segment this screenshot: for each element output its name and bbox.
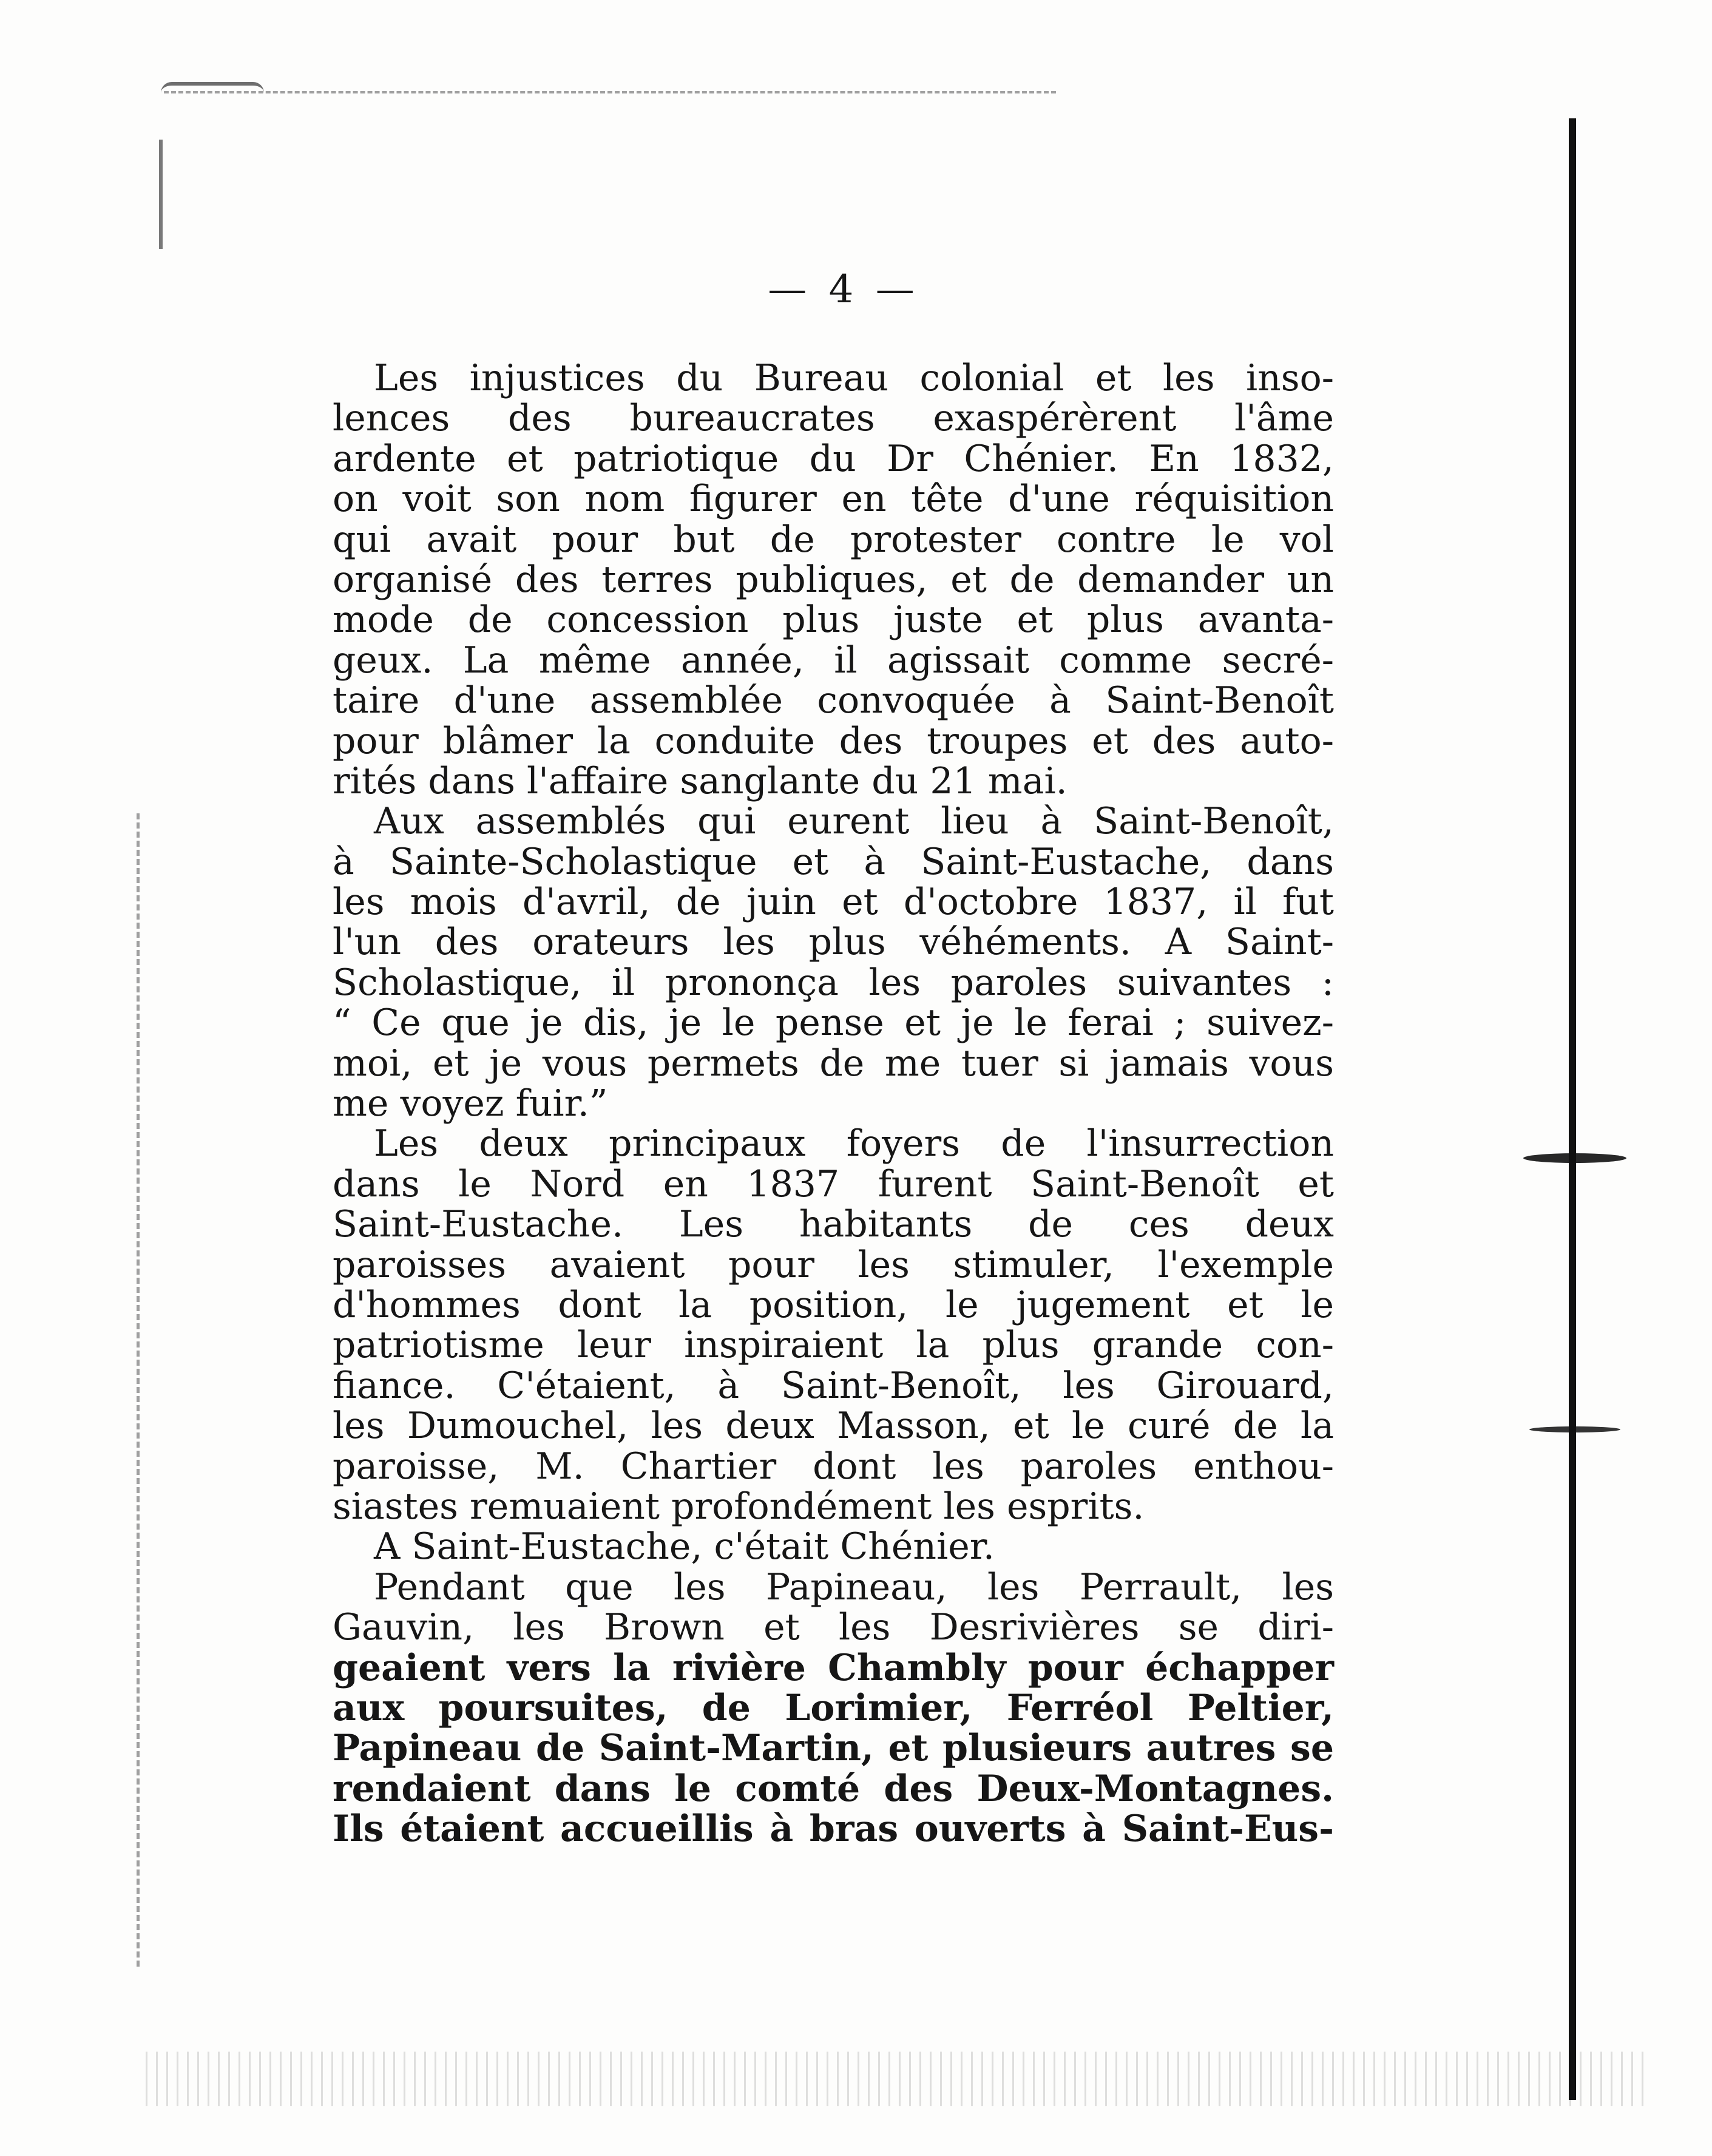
text-line: ardente et patriotique du Dr Chénier. En 1832, [333,437,1334,480]
text-line: patriotisme leur inspiraient la plus grande con- [333,1324,1334,1367]
text-line: pour blâmer la conduite des troupes et des auto- [333,719,1334,762]
text-line: fiance. C'étaient, à Saint-Benoît, les Girouard, [333,1364,1334,1407]
text-line: Papineau de Saint-Martin, et plusieurs autres se [333,1727,1334,1770]
text-line: A Saint-Eustache, c'était Chénier. [374,1525,995,1568]
scan-artifact-left-tick [159,140,163,249]
text-line: “ Ce que je dis, je le pense et je le ferai ; suivez- [333,1002,1334,1045]
text-line: lences des bureaucrates exaspérèrent l'âme [333,397,1334,440]
text-line: Ils étaient accueillis à bras ouverts à Saint-Eus- [333,1808,1334,1851]
text-line: paroisses avaient pour les stimuler, l'exemple [333,1243,1334,1286]
scan-artifact-right-blot [1523,1153,1626,1163]
scan-artifact-bottom-noise [146,2052,1651,2106]
text-line: l'un des orateurs les plus véhéments. A Saint- [333,921,1334,964]
text-line: rendaient dans le comté des Deux-Montagnes. [333,1767,1334,1810]
text-line: Gauvin, les Brown et les Desrivières se diri- [333,1606,1334,1649]
text-line: me voyez fuir.” [333,1082,608,1125]
text-line: Les injustices du Bureau colonial et les inso- [374,357,1334,399]
text-line: les Dumouchel, les deux Masson, et le curé de la [333,1405,1334,1448]
text-line: Aux assemblés qui eurent lieu à Saint-Benoît, [374,800,1334,843]
scan-artifact-top-rule [164,91,1056,97]
page-right-edge-shadow [1569,118,1576,2100]
scan-artifact-right-blot [1529,1426,1620,1432]
text-line: mode de concession plus juste et plus avanta- [333,598,1334,642]
text-line: organisé des terres publiques, et de demander un [333,558,1334,601]
text-line: siastes remuaient profondément les esprits. [333,1485,1145,1528]
text-line: Pendant que les Papineau, les Perrault, les [374,1565,1334,1609]
text-line: d'hommes dont la position, le jugement et le [333,1283,1334,1326]
text-line: moi, et je vous permets de me tuer si jamais vous [333,1042,1334,1085]
text-line: taire d'une assemblée convoquée à Saint-Benoît [333,679,1334,722]
text-line: geaient vers la rivière Chambly pour échapper [333,1646,1334,1689]
text-line: Scholastique, il prononça les paroles suivantes : [333,961,1334,1004]
text-line: paroisse, M. Chartier dont les paroles enthou- [333,1445,1334,1488]
text-line: à Sainte-Scholastique et à Saint-Eustache, dans [333,840,1334,883]
text-line: on voit son nom figurer en tête d'une réquisition [333,478,1334,521]
text-line: les mois d'avril, de juin et d'octobre 1837, il fut [333,881,1334,924]
body-text [333,358,1334,1849]
text-line: dans le Nord en 1837 furent Saint-Benoît et [333,1162,1334,1205]
scan-artifact-left-margin [137,813,149,1967]
text-line: qui avait pour but de protester contre le vol [333,518,1334,561]
page-number: — 4 — [768,267,919,312]
text-line: Les deux principaux foyers de l'insurrection [374,1122,1334,1165]
text-line: rités dans l'affaire sanglante du 21 mai. [333,759,1067,802]
text-line: aux poursuites, de Lorimier, Ferréol Peltier, [333,1686,1334,1729]
text-line: geux. La même année, il agissait comme secré- [333,639,1334,682]
text-line: Saint-Eustache. Les habitants de ces deux [333,1203,1334,1246]
